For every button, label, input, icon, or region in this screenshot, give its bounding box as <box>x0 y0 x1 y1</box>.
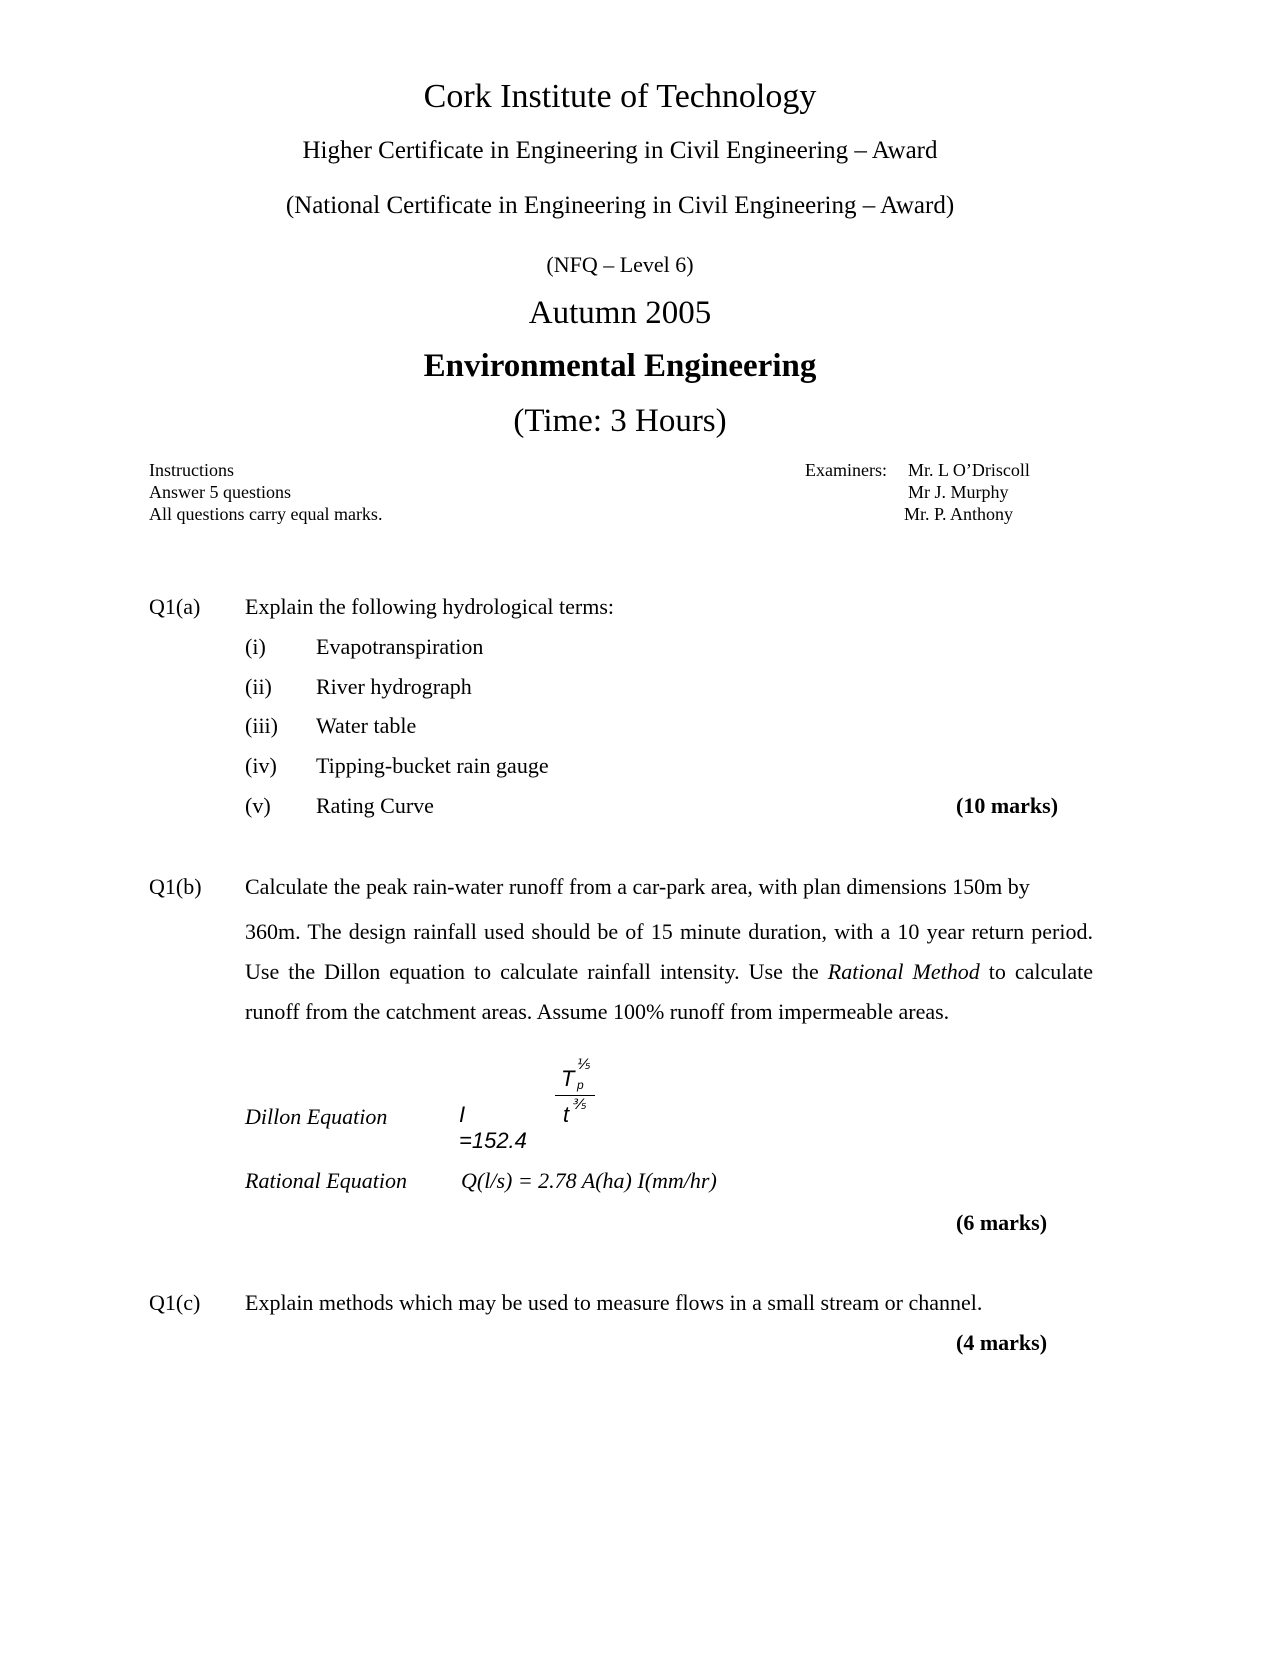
instructions-block <box>149 459 382 525</box>
marks-label: (6 marks) <box>956 1210 1048 1235</box>
exam-season: Autumn 2005 <box>528 295 712 331</box>
list-item: River hydrograph <box>316 674 472 699</box>
question-prompt: Explain the following hydrological terms: <box>245 594 615 619</box>
examiner-name: Mr. L O’Driscoll <box>908 460 1030 480</box>
instructions-heading: Instructions <box>149 460 234 480</box>
equation-label: Rational Equation <box>245 1168 407 1193</box>
certificate-subtitle: (National Certificate in Engineering in Civil Engineering – Award) <box>285 192 955 219</box>
numerator-exponent: ⅕ <box>577 1056 591 1072</box>
list-item: Tipping-bucket rain gauge <box>316 753 549 778</box>
question-text-part: 360m. The design rainfall used should be of 15 minute duration, with a 10 year return period. Use the Dillon equation to calculate rainfall intensity. Use the <box>245 919 1093 984</box>
certificate-title: Higher Certificate in Engineering in Civil Engineering – Award <box>302 137 938 164</box>
equation-lhs: I =152.4 <box>459 1102 527 1153</box>
question-text: Explain methods which may be used to measure flows in a small stream or channel. <box>245 1290 983 1315</box>
question-label: Q1(c) <box>149 1290 201 1315</box>
instructions-line: Answer 5 questions <box>149 482 291 502</box>
list-item-number: (ii) <box>245 674 272 699</box>
numerator-subscript: p <box>577 1078 584 1092</box>
instructions-line: All questions carry equal marks. <box>149 504 383 524</box>
question-label: Q1(b) <box>149 874 202 899</box>
list-item: Water table <box>316 713 417 738</box>
list-item-number: (iv) <box>245 753 277 778</box>
rational-equation: Q(l/s) = 2.78 A(ha) I(mm/hr) <box>461 1168 717 1193</box>
numerator-base: T <box>561 1066 575 1091</box>
examiner-name: Mr J. Murphy <box>908 482 1009 502</box>
question-text-line: Calculate the peak rain-water runoff from a car-park area, with plan dimensions 150m by <box>245 874 1030 899</box>
denominator-exponent: ⅗ <box>573 1096 587 1112</box>
fraction-denominator <box>563 1096 587 1128</box>
examiners-label: Examiners: <box>805 460 887 480</box>
marks-label: (4 marks) <box>956 1330 1048 1355</box>
equation-label: Dillon Equation <box>245 1104 388 1129</box>
nfq-level: (NFQ – Level 6) <box>546 252 694 277</box>
institution-title: Cork Institute of Technology <box>423 78 817 115</box>
marks-label: (10 marks) <box>956 793 1059 818</box>
list-item-number: (iii) <box>245 713 278 738</box>
list-item-number: (v) <box>245 793 271 818</box>
italic-term: Rational Method <box>827 959 980 984</box>
question-label: Q1(a) <box>149 594 201 619</box>
question-text-part: to calculate runoff from the catchment areas. Assume 100% runoff from impermeable areas. <box>245 959 1093 1024</box>
denominator-base: t <box>563 1102 570 1127</box>
list-item-number: (i) <box>245 634 266 659</box>
list-item: Rating Curve <box>316 793 434 818</box>
question-text <box>245 912 1093 1032</box>
subject-title: Environmental Engineering <box>423 348 817 384</box>
exam-duration: (Time: 3 Hours) <box>513 403 727 439</box>
list-item: Evapotranspiration <box>316 634 484 659</box>
examiner-name: Mr. P. Anthony <box>904 504 1014 524</box>
fraction-numerator <box>561 1056 591 1092</box>
